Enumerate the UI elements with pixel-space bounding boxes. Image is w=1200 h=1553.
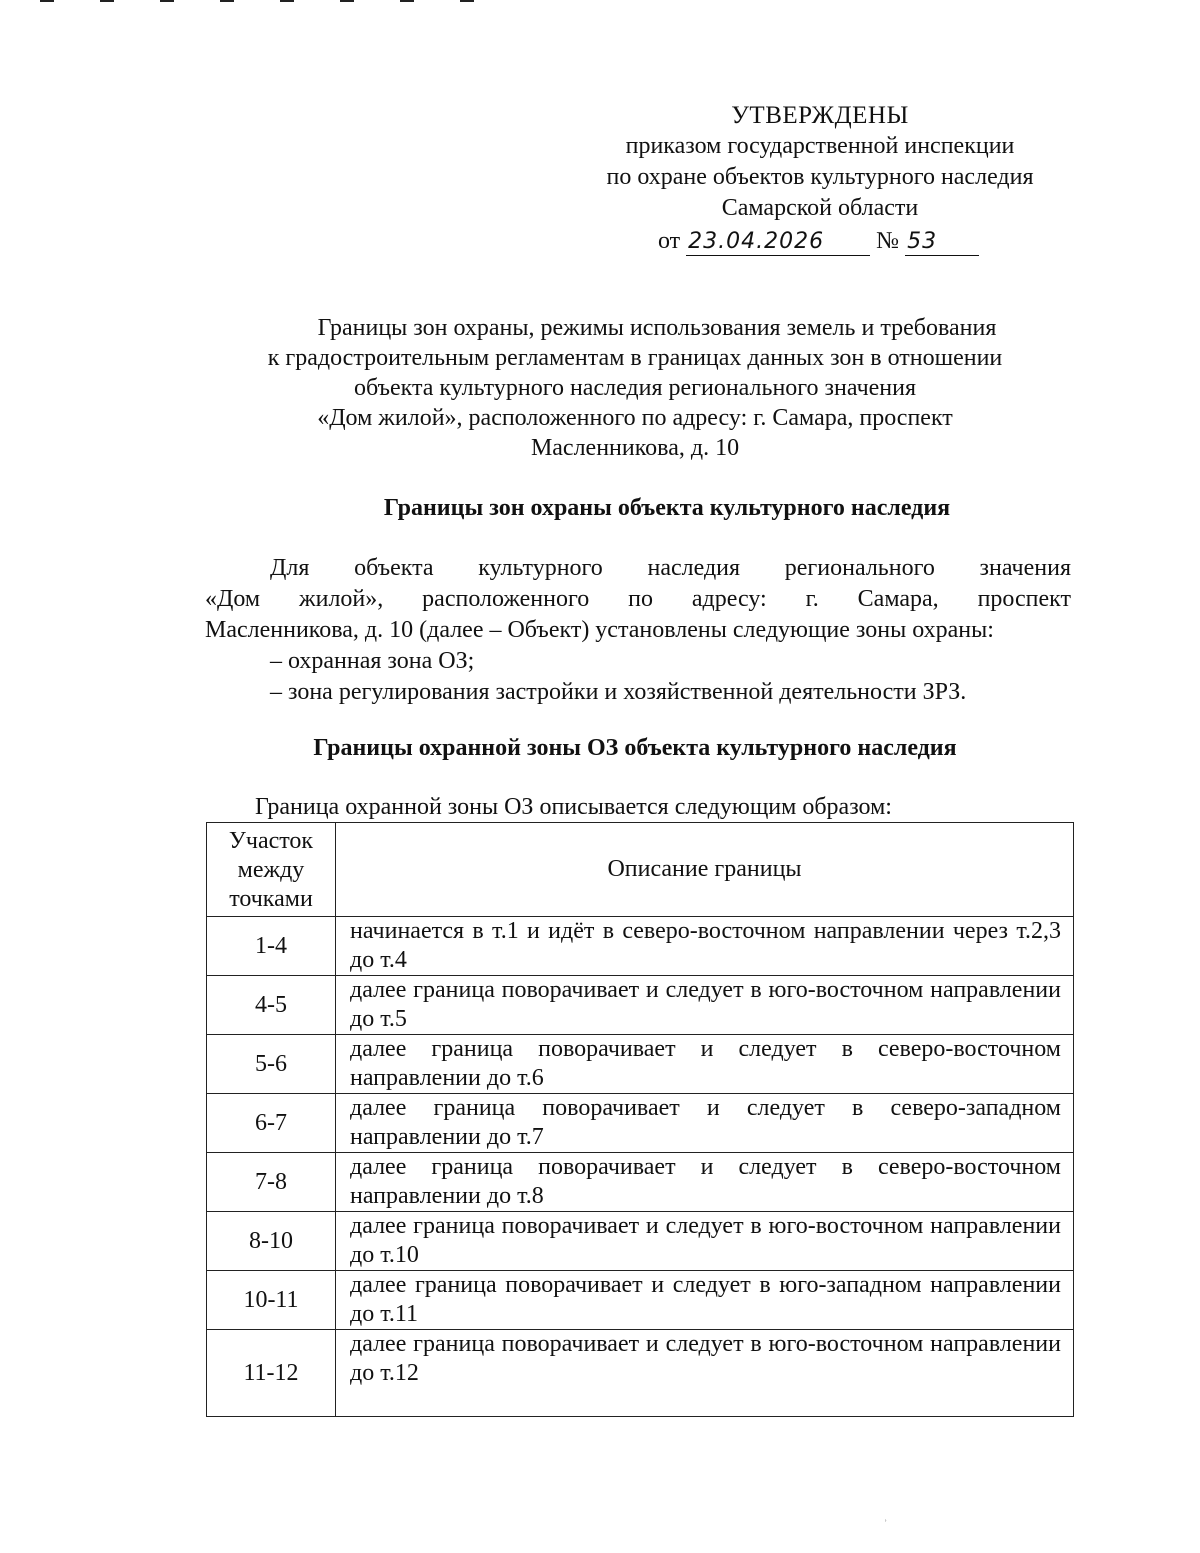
table-row <box>207 1094 1074 1153</box>
description-cell: далее граница поворачивает и следует в северо-восточном направлении до т.6 <box>336 1035 1074 1094</box>
segment-cell: 4-5 <box>207 976 336 1035</box>
table-row <box>207 1035 1074 1094</box>
zone-list-item-oz: – охранная зона ОЗ; <box>270 648 475 674</box>
zones-paragraph <box>205 553 1071 708</box>
description-cell: далее граница поворачивает и следует в юго-восточном направлении до т.12 <box>336 1330 1074 1417</box>
segment-cell: 1-4 <box>207 917 336 976</box>
header-segment <box>207 823 336 917</box>
order-number: 53 <box>905 229 979 256</box>
approval-line-1: приказом государственной инспекции <box>625 133 1015 159</box>
header-segment-line-1: Участок <box>228 828 314 854</box>
table-row <box>207 1330 1074 1417</box>
approval-line-3: Самарской области <box>721 195 919 221</box>
document-title-line-5: Масленникова, д. 10 <box>530 435 740 461</box>
order-date: 23.04.2026 <box>686 229 870 256</box>
document-title-line-1: Границы зон охраны, режимы использования земель и требования <box>317 315 997 341</box>
table-row <box>207 1212 1074 1271</box>
paragraph-line-3: Масленникова, д. 10 (далее – Объект) установлены следующие зоны охраны: <box>205 617 994 643</box>
number-label: № <box>876 228 900 254</box>
paragraph-line-2: «Дом жилой», расположенного по адресу: г. Самара, проспект <box>205 586 1071 612</box>
zone-list-item-zrz: – зона регулирования застройки и хозяйственной деятельности ЗРЗ. <box>270 679 967 705</box>
segment-cell: 10-11 <box>207 1271 336 1330</box>
document-title-line-4: «Дом жилой», расположенного по адресу: г. Самара, проспект <box>317 405 953 431</box>
table-row <box>207 1271 1074 1330</box>
description-cell: начинается в т.1 и идёт в северо-восточном направлении через т.2,3 до т.4 <box>336 917 1074 976</box>
segment-cell: 5-6 <box>207 1035 336 1094</box>
table-row <box>207 917 1074 976</box>
segment-cell: 7-8 <box>207 1153 336 1212</box>
description-cell: далее граница поворачивает и следует в юго-восточном направлении до т.5 <box>336 976 1074 1035</box>
description-cell: далее граница поворачивает и следует в северо-западном направлении до т.7 <box>336 1094 1074 1153</box>
document-title-line-3: объекта культурного наследия регионального значения <box>353 375 917 401</box>
description-cell: далее граница поворачивает и следует в северо-восточном направлении до т.8 <box>336 1153 1074 1212</box>
table-row <box>207 1153 1074 1212</box>
header-description: Описание границы <box>336 823 1074 917</box>
table-row <box>207 976 1074 1035</box>
description-cell: далее граница поворачивает и следует в юго-западном направлении до т.11 <box>336 1271 1074 1330</box>
order-reference <box>560 226 1080 257</box>
scan-edge-marks <box>40 0 520 6</box>
document-title <box>200 313 1070 463</box>
scan-speck: ˒ <box>884 1514 888 1525</box>
table-header-row <box>207 823 1074 917</box>
description-cell: далее граница поворачивает и следует в юго-восточном направлении до т.10 <box>336 1212 1074 1271</box>
approval-block <box>560 100 1080 257</box>
from-label: от <box>658 228 681 254</box>
segment-cell: 11-12 <box>207 1330 336 1417</box>
document-title-line-2: к градостроительным регламентам в границах данных зон в отношении <box>267 345 1003 371</box>
section-heading-zones: Границы зон охраны объекта культурного наследия <box>383 495 951 521</box>
paragraph-line-1: Для объекта культурного наследия регионального значения <box>270 555 1071 581</box>
table-caption: Граница охранной зоны ОЗ описывается следующим образом: <box>255 794 892 820</box>
approval-line-2: по охране объектов культурного наследия <box>606 164 1034 190</box>
segment-cell: 6-7 <box>207 1094 336 1153</box>
approval-title: УТВЕРЖДЕНЫ <box>731 102 909 129</box>
header-segment-line-3: точками <box>229 886 313 912</box>
boundary-table <box>206 822 1074 1417</box>
segment-cell: 8-10 <box>207 1212 336 1271</box>
section-heading-oz: Границы охранной зоны ОЗ объекта культурного наследия <box>313 735 957 761</box>
header-segment-line-2: между <box>237 857 305 883</box>
